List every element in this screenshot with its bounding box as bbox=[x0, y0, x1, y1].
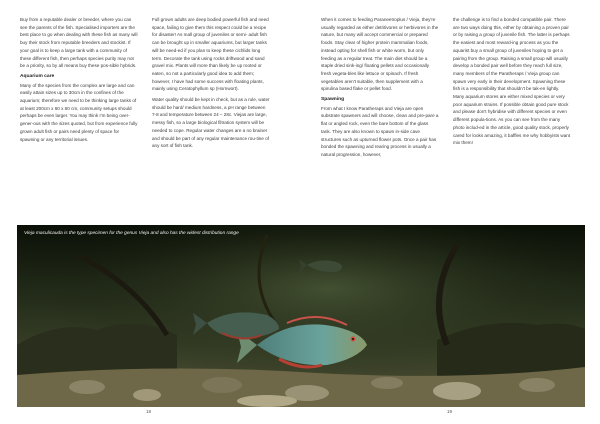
paragraph: When it comes to feeding Paraneetroplus / Vieja, they're usually regarded as either detritivores or herbivores in the nature, but many will accept commercial or prepared foods. Stay clear of higher protein mammalian foods, instead opting for shell fish or white worm, but only feeding as a regular treat. The main diet should be a staple dried sink-ing/ floating pellets and occasionally fresh vegeta-bles like lettuce or spinach. If fresh vegetables aren't suitable, then supplement with a spirulina based flake or pellet food. bbox=[321, 17, 439, 92]
paragraph: From what I know Paratheraps and Vieja are open substrate spawners and will choose, clean and pre-pare a flat or angled rock, even the bare bottom of the glass tank. They are also known to spawn in-side cave structures such as upturned flower pots. Once a pair has bonded the spawning and rearing process in usually a natural progression, however, bbox=[321, 105, 439, 157]
column-1 bbox=[20, 16, 138, 146]
page-number-right: 19 bbox=[447, 409, 453, 414]
section-heading-aquarium-care: Aquarium care bbox=[20, 73, 55, 79]
paragraph: Many of the species from the complex are large and can easily attain sizes up to 30cm in the confines of the aquarium; therefore we need to be thinking large tanks of at least 200cm x 60 x 60 cm, community setups should perhaps be even larger. You may think I'm being over-gener-ous with the sizes quoted, but from experience fully grown adult fish or pairs need plenty of space for spawning or any territorial issues. bbox=[20, 82, 138, 142]
paragraph: the challenge is to find a bonded compatible pair. There are two ways doing this, either by obtaining a proven pair or by raising a group of juvenile fish. The latter is perhaps the easiest and most reward-ing process as you the aquarist buy a small group of juveniles hoping to get a pairing from the group. Raising a small group will usually develop a bonded pair well before they reach full size, many members of the Paratheraps / Vieja group can spawn very early in their development. Spawning these fish is a responsibility that shouldn't be tak-en lightly. Many aquarium stores are either mixed species or very poor aquarium strains. If possible obtain good pure stock and please don't hybridise with different species or even different popula-tions. As you can see from the many photo includ-ed in the article, good quality stock, properly cared for looks amazing, it baffles me why hobbyists want mix them! bbox=[453, 17, 571, 146]
column-3 bbox=[321, 16, 439, 162]
aquarium-scene bbox=[17, 225, 585, 407]
paragraph: Water quality should be kept in check, but as a rule, water should be hard/ medium hardness, a pH range between 7-8 and temperature between 24 – 28c. Viejas are large, messy fish, so a large biological filtration system will be needed to cope. Regular water changes are a no brainer and should be part of any regular maintenance rou-tine of any sort of fish tank. bbox=[152, 97, 270, 149]
page-number-left: 18 bbox=[146, 409, 152, 414]
pebble bbox=[371, 377, 403, 389]
pebble bbox=[202, 377, 242, 393]
column-2 bbox=[152, 16, 270, 153]
pebble bbox=[519, 378, 555, 392]
aquarium-photo bbox=[17, 225, 585, 407]
column-4 bbox=[453, 16, 571, 150]
paragraph: Full grown adults are deep bodied powerful fish and need space, failing to give them this respect could be a recipe for disaster! As mall group of juveniles or semi- adult fish can be brought up in smaller aquariums, but larger tanks will be need-ed if you plan to keep these cichlids long term. Decorate the tank using rocks driftwood and sand gravel mix. Plants will more than likely be up rooted or eaten, so not a particularly good idea to add them; however, I have had some success with floating plants, mainly using Ceratophyllum sp (Hornwort). bbox=[152, 17, 269, 92]
pebble bbox=[69, 380, 105, 394]
pebble bbox=[433, 382, 481, 400]
pebble bbox=[133, 389, 161, 401]
paragraph: Buy from a reputable dealer or breeder, where you can see the parents of the fish. Specialised importers are the best place to go when dealing with these fish as many will buy their stock from reputable breeders and stockist. If your goal is to keep a large tank with a community of these different fish, then perhaps species purity may not be a priority, so by all means buy these pos-sible hybrids. bbox=[20, 17, 138, 69]
photo-caption: Vieja maculicauda is the type specimen for the genus Vieja and also has the widest distribution range bbox=[24, 231, 239, 236]
pebble bbox=[237, 395, 297, 407]
section-heading-spawning: Spawning bbox=[321, 97, 345, 103]
